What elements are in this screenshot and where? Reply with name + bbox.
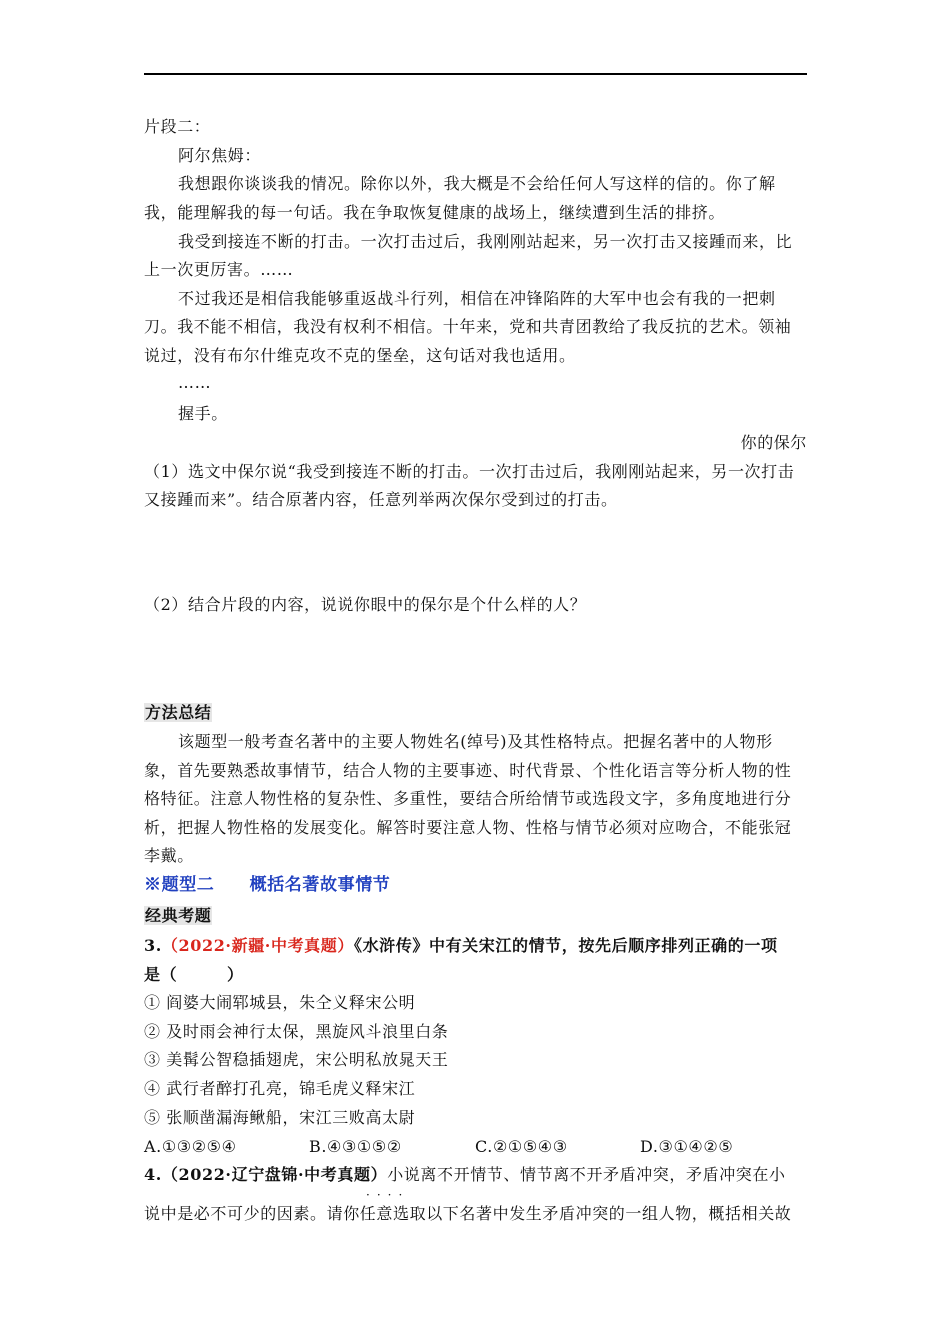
- method-line: 李戴。: [144, 846, 194, 865]
- option-a[interactable]: A.①③②⑤④: [144, 1137, 237, 1156]
- classic-heading: [144, 905, 807, 927]
- method-line: 该题型一般考查名著中的主要人物姓名(绰号)及其性格特点。把握名著中的人物形: [178, 732, 773, 751]
- question-3-source: （2022·新疆·中考真题）: [161, 936, 354, 955]
- option-c[interactable]: C.②①⑤④③: [475, 1137, 568, 1156]
- letter-line: 我想跟你谈谈我的情况。除你以外，我大概是不会给任何人写这样的信的。你了解: [178, 174, 776, 193]
- question-1-line: 又接踵而来”。结合原著内容，任意列举两次保尔受到过的打击。: [144, 490, 618, 509]
- method-line: 象，首先要熟悉故事情节，结合人物的主要事迹、时代背景、个性化语言等分析人物的性: [144, 761, 792, 780]
- question-4-number: 4.: [144, 1165, 162, 1184]
- question-3-item: ① 阎婆大闹郓城县，朱仝义释宋公明: [144, 993, 416, 1012]
- header-rule: [144, 73, 807, 75]
- letter-signature: 你的保尔: [740, 433, 807, 452]
- method-heading: [144, 702, 807, 724]
- question-3-stem: [144, 935, 807, 957]
- letter-closing: 握手。: [178, 404, 228, 423]
- question-4-stem-cont: 说中是必不可少的因素。请你任意选取以下名著中发生矛盾冲突的一组人物，概括相关故: [144, 1204, 792, 1223]
- letter-line: 我受到接连不断的打击。一次打击过后，我刚刚站起来，另一次打击又接踵而来，比: [178, 232, 793, 251]
- question-3-text: 《水浒传》中有关宋江的情节，按先后顺序排列正确的一项: [353, 936, 778, 955]
- letter-ellipsis: ……: [178, 373, 212, 392]
- question-3-item: ④ 武行者醉打孔亮，锦毛虎义释宋江: [144, 1079, 416, 1098]
- question-1-line: （1）选文中保尔说“我受到接连不断的打击。一次打击过后，我刚刚站起来，另一次打击: [144, 462, 795, 481]
- letter-line: 刀。我不能不相信，我没有权利不相信。十年来，党和共青团教给了我反抗的艺术。领袖: [144, 317, 792, 336]
- fragment-label: 片段二：: [144, 117, 211, 136]
- letter-line: 我，能理解我的每一句话。我在争取恢复健康的战场上，继续遭到生活的排挤。: [144, 203, 726, 222]
- letter-salutation: 阿尔焦姆：: [178, 146, 262, 165]
- method-heading-text: 方法总结: [145, 703, 212, 722]
- question-3-item: ⑤ 张顺凿漏海鳅船，宋江三败高太尉: [144, 1108, 416, 1127]
- letter-line: 说过，没有布尔什维克攻不克的堡垒，这句话对我也适用。: [144, 346, 576, 365]
- question-3-stem-cont: 是（ ）: [144, 965, 244, 984]
- question-4-stem: [144, 1164, 807, 1186]
- emphasis-dots: ····: [366, 1188, 410, 1202]
- question-3-number: 3.: [144, 936, 162, 955]
- question-3-item: ② 及时雨会神行太保，黑旋风斗浪里白条: [144, 1022, 449, 1041]
- classic-heading-text: 经典考题: [145, 906, 212, 925]
- letter-line: 上一次更厉害。……: [144, 260, 294, 279]
- letter-line: 不过我还是相信我能够重返战斗行列，相信在冲锋陷阵的大军中也会有我的一把刺: [178, 289, 776, 308]
- method-line: 析，把握人物性格的发展变化。解答时要注意人物、性格与情节必须对应吻合，不能张冠: [144, 818, 792, 837]
- option-b[interactable]: B.④③①⑤②: [309, 1137, 402, 1156]
- option-d[interactable]: D.③①④②⑤: [640, 1137, 734, 1156]
- question-4-text: 小说离不开情节、情节离不开矛盾冲突，矛盾冲突在小: [387, 1165, 786, 1184]
- question-4-source: （2022·辽宁盘锦·中考真题）: [161, 1165, 388, 1184]
- question-2-line: （2）结合片段的内容，说说你眼中的保尔是个什么样的人？: [144, 595, 587, 614]
- question-3-options: [144, 1136, 807, 1158]
- method-line: 格特征。注意人物性格的复杂性、多重性，要结合所给情节或选段文字，多角度地进行分: [144, 789, 792, 808]
- question-3-item: ③ 美髯公智稳插翅虎，宋公明私放晁天王: [144, 1050, 449, 1069]
- type2-heading: ※题型二 概括名著故事情节: [144, 875, 391, 895]
